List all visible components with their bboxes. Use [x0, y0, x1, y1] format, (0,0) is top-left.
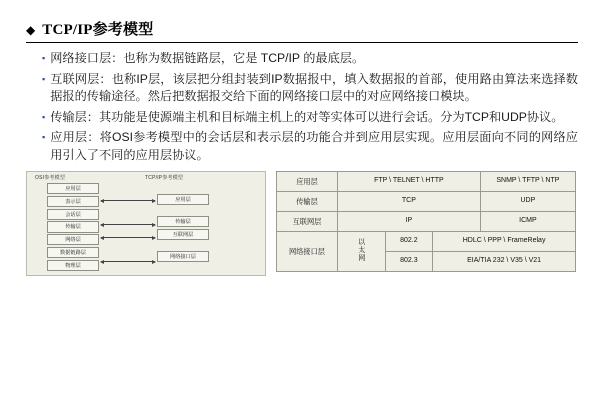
title-divider: [26, 42, 578, 43]
table-cell: FTP \ TELNET \ HTTP: [338, 172, 481, 192]
mapping-arrow-icon: [101, 224, 155, 225]
table-rowhead: 传输层: [277, 192, 338, 212]
mapping-arrow-icon: [101, 200, 155, 201]
osi-layer: 传输层: [47, 221, 99, 232]
table-cell: TCP: [338, 192, 481, 212]
table-rowhead: 应用层: [277, 172, 338, 192]
table-cell: HDLC \ PPP \ FrameRelay: [433, 232, 576, 252]
figures-area: [26, 171, 578, 276]
table-cell: 802.3: [385, 252, 433, 272]
table-row: [277, 232, 576, 252]
table-cell: UDP: [480, 192, 575, 212]
table-cell-ethernet: [338, 232, 386, 272]
table-cell-ethernet-label: 以太网: [357, 237, 365, 262]
tcpip-layer: 网络接口层: [157, 251, 209, 262]
paragraph-network-interface-layer: [42, 50, 578, 68]
osi-layer: 表示层: [47, 196, 99, 207]
diagram-caption-tcpip: TCP/IP参考模型: [145, 175, 184, 181]
paragraph-text: 传输层：其功能是使源端主机和目标端主机上的对等实体可以进行会话。分为TCP和UDP协议。: [50, 109, 564, 124]
tcpip-layer: 互联网层: [157, 229, 209, 240]
paragraph-text: 应用层：将OSI参考模型中的会话层和表示层的功能合并到应用层实现。应用层面向不同的网络应用引入了不同的应用层协议。: [50, 130, 578, 162]
osi-tcpip-diagram: [26, 171, 266, 276]
table-rowhead: 网络接口层: [277, 232, 338, 272]
square-bullet-icon: ▪: [42, 73, 46, 84]
table-cell: SNMP \ TFTP \ NTP: [480, 172, 575, 192]
protocol-table: [276, 171, 576, 272]
osi-layer: 会话层: [47, 209, 99, 220]
mapping-arrow-icon: [101, 237, 155, 238]
tcpip-layer: 应用层: [157, 194, 209, 205]
table-row: [277, 212, 576, 232]
mapping-arrow-icon: [101, 261, 155, 262]
diamond-bullet-icon: ◆: [26, 23, 36, 37]
square-bullet-icon: ▪: [42, 111, 46, 122]
paragraph-text: 互联网层：也称IP层，该层把分组封装到IP数据报中，填入数据报的首部，使用路由算法来选择数据报的传输途径。然后把数据报交给下面的网络接口层中的对应网络接口模块。: [50, 71, 578, 103]
table-row: [277, 172, 576, 192]
osi-layer: 网络层: [47, 234, 99, 245]
square-bullet-icon: ▪: [42, 53, 46, 63]
diagram-caption-osi: OSI参考模型: [35, 175, 66, 181]
body-text: [26, 50, 578, 164]
osi-layer-stack: [47, 183, 99, 272]
tcpip-layer: 传输层: [157, 216, 209, 227]
osi-layer: 物理层: [47, 260, 99, 271]
table-cell: 802.2: [385, 232, 433, 252]
table-row: [277, 192, 576, 212]
paragraph-application-layer: [42, 129, 578, 164]
paragraph-internet-layer: [42, 71, 578, 106]
osi-layer: 数据链路层: [47, 247, 99, 258]
slide-title-row: [26, 18, 578, 39]
page-title: TCP/IP参考模型: [42, 22, 154, 38]
square-bullet-icon: ▪: [42, 132, 46, 142]
paragraph-transport-layer: [42, 109, 578, 127]
table-rowhead: 互联网层: [277, 212, 338, 232]
table-cell: EIA/TIA 232 \ V35 \ V21: [433, 252, 576, 272]
osi-layer: 应用层: [47, 183, 99, 194]
paragraph-text: 网络接口层：也称为数据链路层，它是 TCP/IP 的最底层。: [50, 51, 365, 65]
table-cell: ICMP: [480, 212, 575, 232]
tcpip-layer-stack: [157, 183, 209, 264]
table-cell: IP: [338, 212, 481, 232]
